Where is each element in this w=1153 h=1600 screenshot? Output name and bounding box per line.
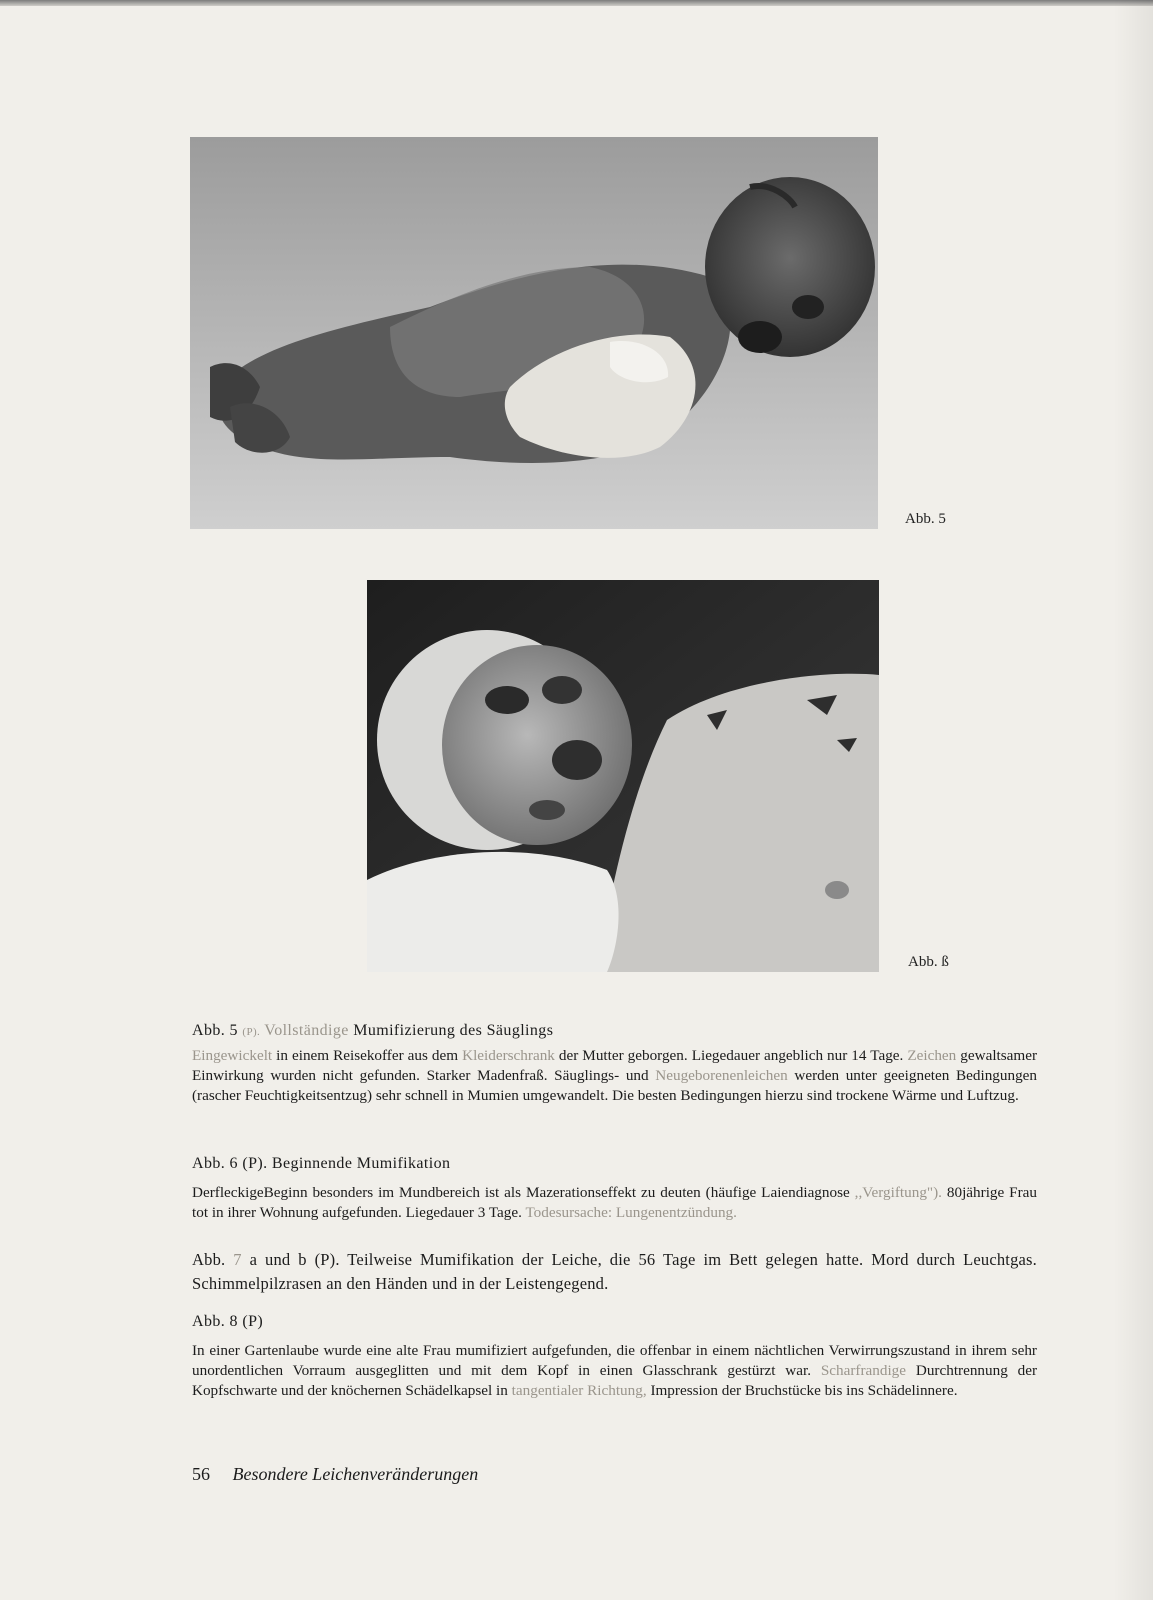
caption-8-heading: Abb. 8 (P) <box>192 1313 264 1330</box>
caption-7-text: a und b (P). Teilweise Mumifikation der Leiche, die 56 Tage im Bett gelegen hatte. Mord durch Leuchtgas. Schimmelpilzrasen an den Händen und in der Leistengegend. <box>192 1250 1038 1293</box>
figure-6-image <box>367 580 879 972</box>
caption-6-word-faint-1: ,,Vergiftung"). <box>854 1184 942 1201</box>
caption-6-word-faint-2: Todesursache: Lungenentzündung. <box>525 1204 737 1221</box>
caption-6-body <box>192 1183 1037 1223</box>
figure-5-photo <box>190 137 878 529</box>
caption-5-body <box>192 1046 1037 1106</box>
figure-6-photo <box>367 580 879 972</box>
caption-5-word-faint-2: Kleiderschrank <box>462 1047 555 1064</box>
caption-7-body <box>192 1248 1037 1296</box>
caption-8-word-faint-2: tangentialer Richtung, <box>511 1382 647 1399</box>
caption-7-number: 7 <box>233 1250 242 1269</box>
page-footer <box>192 1464 478 1485</box>
page-shadow <box>1113 0 1153 1600</box>
caption-5-title-faint: Vollständige <box>264 1022 349 1039</box>
caption-7-label: Abb. <box>192 1250 226 1269</box>
figure-5-tag: Abb. 5 <box>905 511 946 527</box>
caption-6-text-1: DerfleckigeBeginn besonders im Mundbereich ist als Mazerationseffekt zu deuten (häufige Laiendiagnose <box>192 1184 850 1201</box>
page-number: 56 <box>192 1464 210 1484</box>
caption-5-text-4: werden unter geeigneten Bedingungen (rascher Feuchtigkeitsentzug) sehr schnell in Mumien umgewandelt. Die besten Bedingungen hierzu sind trockene Wärme und Luftzug. <box>192 1067 1038 1104</box>
caption-8-body <box>192 1341 1037 1401</box>
caption-fig-8 <box>192 1313 1037 1401</box>
caption-fig-6 <box>192 1155 1037 1223</box>
caption-5-text-3: gewaltsamer Einwirkung wurden nicht gefunden. Starker Madenfraß. Säuglings- und <box>192 1047 1038 1084</box>
figure-5-image <box>190 137 878 529</box>
caption-5-word-faint-3: Zeichen <box>907 1047 957 1064</box>
page-top-edge <box>0 0 1153 6</box>
caption-8-word-faint-1: Scharfrandige <box>820 1362 907 1379</box>
caption-fig-7 <box>192 1248 1037 1296</box>
caption-8-text-3: Impression der Bruchstücke bis ins Schädelinnere. <box>650 1382 958 1399</box>
caption-8-text-2: Durchtrennung der Kopfschwarte und der knöchernen Schädelkapsel in <box>192 1362 1038 1399</box>
caption-5-marker: (P). <box>242 1026 261 1038</box>
caption-6-heading: Abb. 6 (P). Beginnende Mumifikation <box>192 1155 451 1172</box>
caption-5-text-2: der Mutter geborgen. Liegedauer angeblich nur 14 Tage. <box>558 1047 904 1064</box>
caption-fig-5 <box>192 1022 1037 1106</box>
caption-5-title: Mumifizierung des Säuglings <box>353 1022 554 1039</box>
caption-5-word-faint-4: Neugeborenenleichen <box>655 1067 788 1084</box>
caption-6-text-2: 80jährige Frau tot in ihrer Wohnung aufgefunden. Liegedauer 3 Tage. <box>192 1184 1037 1221</box>
caption-8-text-1: In einer Gartenlaube wurde eine alte Frau mumifiziert aufgefunden, die offenbar in einem nächtlichen Verwirrungszustand in ihrem sehr unordentlichen Vorraum ausgeglitten und mit dem Kopf in einen Glasschrank gestürzt war. <box>192 1342 1037 1379</box>
figure-6-tag: Abb. ß <box>908 954 949 970</box>
caption-5-label: Abb. 5 <box>192 1022 238 1039</box>
caption-5-word-faint-1: Eingewickelt <box>192 1047 273 1064</box>
caption-5-text-1: in einem Reisekoffer aus dem <box>276 1047 459 1064</box>
caption-5-heading <box>192 1022 1037 1040</box>
running-title: Besondere Leichenveränderungen <box>232 1464 479 1484</box>
